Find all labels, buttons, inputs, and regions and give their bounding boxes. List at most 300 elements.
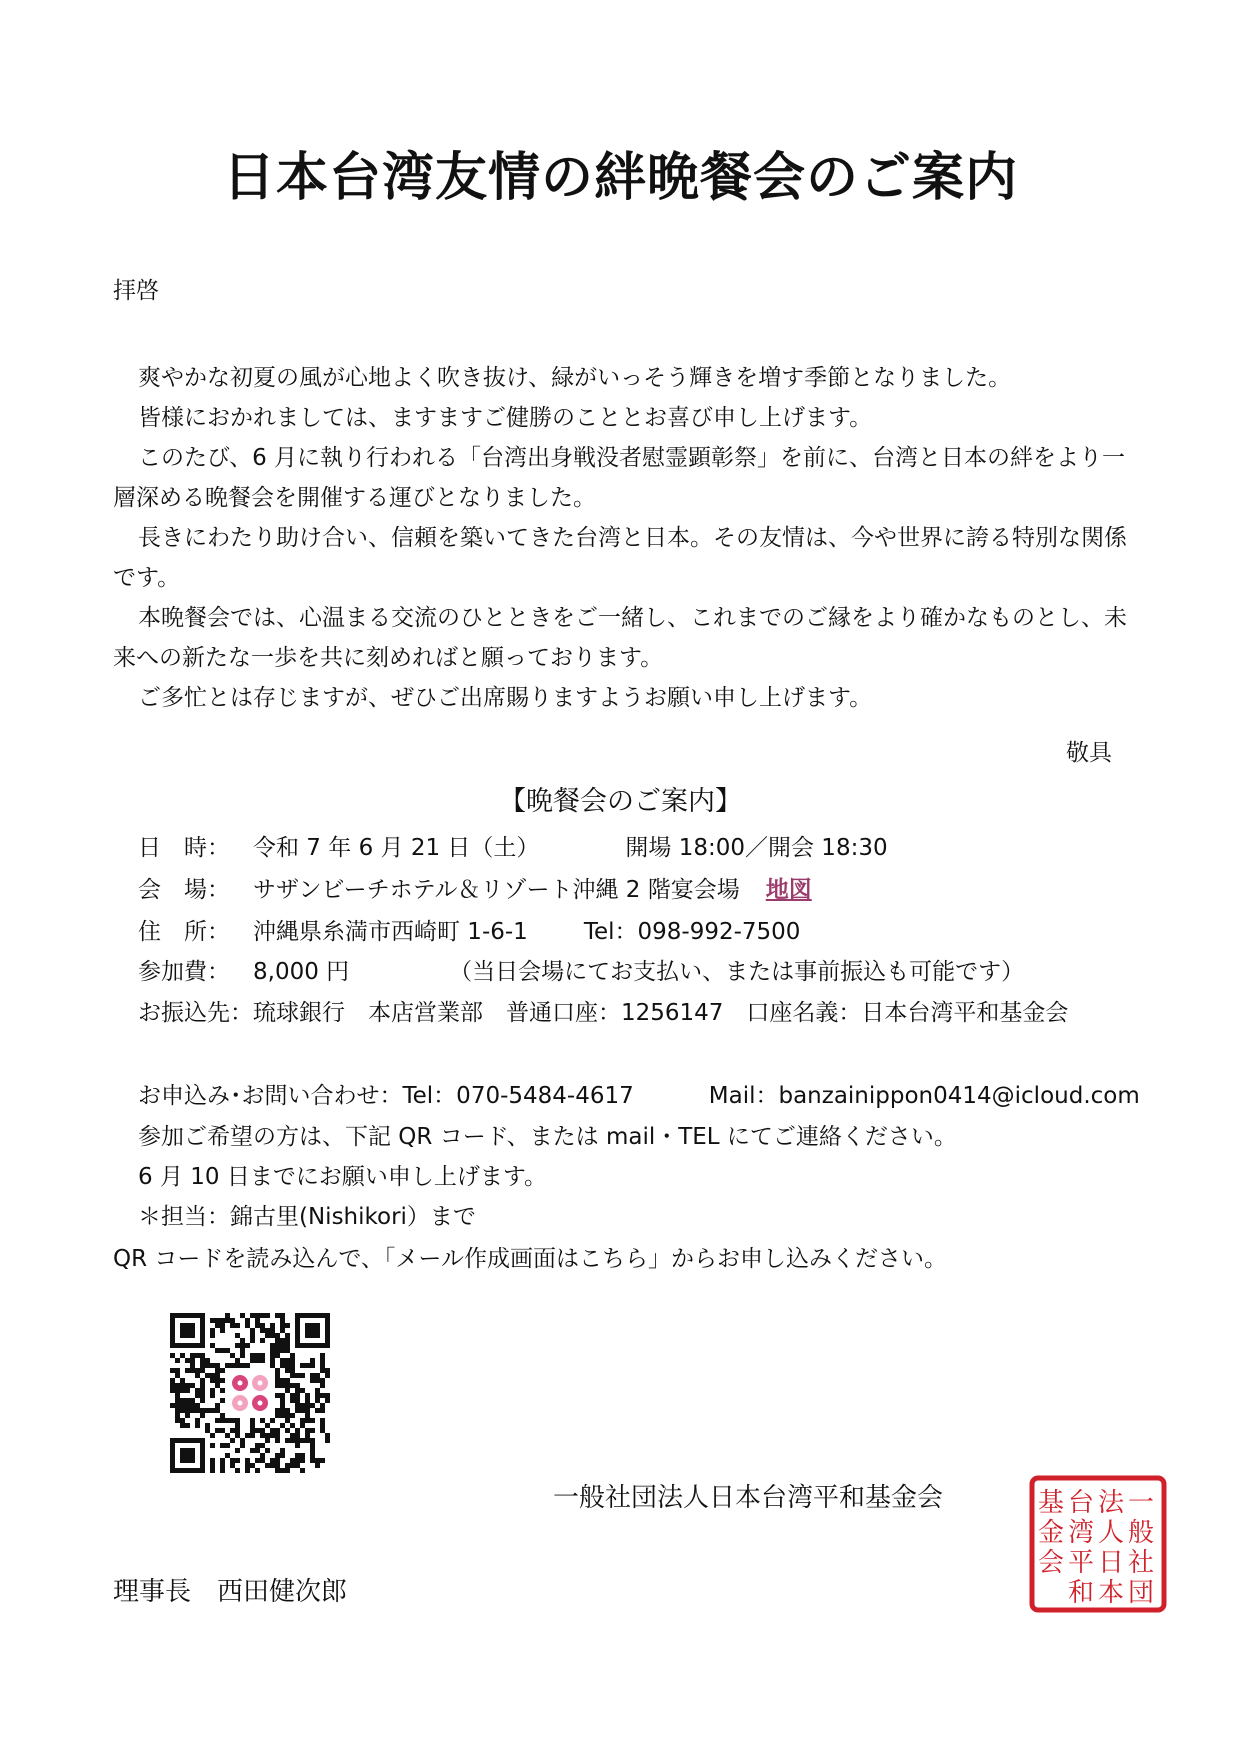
qr-module <box>315 1388 320 1393</box>
qr-module <box>250 1428 255 1433</box>
qr-module <box>305 1438 310 1443</box>
qr-module <box>240 1443 245 1448</box>
qr-module <box>255 1318 260 1323</box>
qr-module <box>210 1468 215 1473</box>
qr-module <box>175 1388 180 1393</box>
seal-character: 社 <box>1127 1548 1155 1578</box>
qr-module <box>195 1373 200 1378</box>
qr-module <box>205 1358 210 1363</box>
qr-module <box>250 1328 255 1333</box>
qr-module <box>260 1443 265 1448</box>
qr-module <box>295 1458 300 1463</box>
qr-module <box>205 1408 210 1413</box>
qr-module <box>290 1353 295 1358</box>
qr-module <box>215 1418 220 1423</box>
qr-module <box>185 1358 190 1363</box>
qr-module <box>305 1418 310 1423</box>
qr-module <box>280 1453 285 1458</box>
qr-module <box>205 1363 210 1368</box>
seal-character: 湾 <box>1067 1518 1095 1548</box>
qr-module <box>305 1433 310 1438</box>
qr-module <box>295 1433 300 1438</box>
document-title: 日本台湾友情の絆晩餐会のご案内 <box>222 148 1018 208</box>
qr-module <box>275 1368 280 1373</box>
qr-module <box>290 1423 295 1428</box>
qr-module <box>320 1378 325 1383</box>
qr-module <box>255 1448 260 1453</box>
qr-module <box>180 1408 185 1413</box>
address-value: 沖縄県糸満市西崎町 1-6-1 <box>253 919 528 945</box>
qr-module <box>220 1318 225 1323</box>
qr-module <box>305 1393 310 1398</box>
qr-module <box>225 1348 230 1353</box>
qr-module <box>235 1468 240 1473</box>
qr-module <box>290 1413 295 1418</box>
qr-module <box>300 1363 305 1368</box>
qr-module <box>295 1403 300 1408</box>
qr-module <box>225 1363 230 1368</box>
qr-module <box>175 1408 180 1413</box>
qr-module <box>255 1458 260 1463</box>
qr-module <box>195 1393 200 1398</box>
qr-module <box>225 1313 230 1318</box>
body-paragraph: 本晩餐会では、心温まる交流のひとときをご一緒し、これまでのご縁をより確かなものとし、未来への新たな一歩を共に刻めればと願っております。 <box>113 605 1127 671</box>
body-paragraph: 長きにわたり助け合い、信頼を築いてきた台湾と日本。その友情は、今や世界に誇る特別な関係です。 <box>113 525 1127 591</box>
qr-module <box>275 1408 280 1413</box>
chairman-name: 理事長 西田健次郎 <box>113 1577 348 1607</box>
qr-module <box>300 1388 305 1393</box>
qr-module <box>300 1468 305 1473</box>
qr-module <box>295 1388 300 1393</box>
qr-finder-top-left <box>170 1313 205 1348</box>
qr-module <box>220 1378 225 1383</box>
qr-module <box>220 1328 225 1333</box>
qr-module <box>170 1378 175 1383</box>
qr-module <box>200 1413 205 1418</box>
qr-module <box>245 1463 250 1468</box>
qr-module <box>295 1393 300 1398</box>
qr-module <box>300 1408 305 1413</box>
qr-module <box>320 1408 325 1413</box>
qr-module <box>190 1363 195 1368</box>
qr-module <box>195 1388 200 1393</box>
seal-character: 基 <box>1037 1488 1065 1518</box>
qr-module <box>280 1318 285 1323</box>
qr-module <box>215 1403 220 1408</box>
qr-module <box>320 1418 325 1423</box>
qr-module <box>235 1343 240 1348</box>
qr-module <box>275 1343 280 1348</box>
qr-module <box>250 1333 255 1338</box>
qr-module <box>300 1418 305 1423</box>
qr-module <box>175 1398 180 1403</box>
qr-module <box>320 1458 325 1463</box>
qr-module <box>230 1363 235 1368</box>
section-title: 【晩餐会のご案内】 <box>499 786 742 817</box>
qr-module <box>270 1363 275 1368</box>
qr-module <box>295 1428 300 1433</box>
qr-module <box>280 1363 285 1368</box>
qr-module <box>265 1463 270 1468</box>
qr-module <box>180 1403 185 1408</box>
qr-module <box>210 1328 215 1333</box>
qr-module <box>195 1403 200 1408</box>
qr-module <box>315 1463 320 1468</box>
qr-module <box>230 1323 235 1328</box>
qr-module <box>270 1463 275 1468</box>
qr-finder-top-right <box>295 1313 330 1348</box>
venue-tel: Tel：098-992-7500 <box>583 919 801 945</box>
qr-module <box>220 1398 225 1403</box>
qr-module <box>180 1353 185 1358</box>
qr-module <box>280 1408 285 1413</box>
letter-body <box>113 358 1133 718</box>
qr-module <box>275 1458 280 1463</box>
qr-module <box>175 1383 180 1388</box>
qr-module <box>235 1418 240 1423</box>
qr-module <box>305 1398 310 1403</box>
qr-module <box>185 1398 190 1403</box>
qr-module <box>225 1433 230 1438</box>
qr-module <box>210 1458 215 1463</box>
qr-module <box>310 1428 315 1433</box>
body-paragraph: 皆様におかれましては、ますますご健勝のこととお喜び申し上げます。 <box>138 405 873 431</box>
qr-module <box>175 1358 180 1363</box>
seal-character: 平 <box>1067 1548 1095 1578</box>
qr-module <box>290 1358 295 1363</box>
qr-module <box>280 1413 285 1418</box>
qr-module <box>280 1383 285 1388</box>
qr-module <box>275 1378 280 1383</box>
qr-module <box>260 1433 265 1438</box>
qr-module <box>280 1398 285 1403</box>
qr-module <box>285 1358 290 1363</box>
qr-module <box>300 1458 305 1463</box>
qr-module <box>290 1433 295 1438</box>
qr-module <box>255 1358 260 1363</box>
date-value: 令和 7 年 6 月 21 日（土） <box>253 835 540 861</box>
qr-module <box>310 1443 315 1448</box>
inquiry-tel: お申込み･お問い合わせ：Tel：070-5484-4617 <box>138 1083 634 1109</box>
qr-module <box>285 1348 290 1353</box>
qr-module <box>180 1423 185 1428</box>
qr-module <box>310 1358 315 1363</box>
qr-module <box>230 1463 235 1468</box>
qr-module <box>275 1468 280 1473</box>
qr-module <box>180 1388 185 1393</box>
qr-module <box>295 1443 300 1448</box>
qr-module <box>175 1393 180 1398</box>
qr-module <box>325 1438 330 1443</box>
qr-module <box>220 1428 225 1433</box>
qr-module <box>270 1458 275 1463</box>
qr-module <box>235 1448 240 1453</box>
qr-module <box>285 1463 290 1468</box>
qr-module <box>215 1318 220 1323</box>
qr-module <box>320 1383 325 1388</box>
qr-module <box>245 1468 250 1473</box>
qr-module <box>270 1418 275 1423</box>
qr-module <box>250 1313 255 1318</box>
fee-row <box>138 957 1024 987</box>
qr-module <box>240 1348 245 1353</box>
qr-module <box>315 1378 320 1383</box>
qr-module <box>220 1413 225 1418</box>
qr-module <box>290 1373 295 1378</box>
seal-character: 般 <box>1127 1518 1155 1548</box>
qr-module <box>220 1458 225 1463</box>
qr-finder-bottom-left <box>170 1438 205 1473</box>
qr-module <box>285 1363 290 1368</box>
qr-module <box>265 1313 270 1318</box>
qr-module <box>315 1393 320 1398</box>
qr-module <box>215 1378 220 1383</box>
map-link[interactable]: 地図 <box>765 877 812 903</box>
qr-module <box>175 1373 180 1378</box>
qr-module <box>260 1338 265 1343</box>
qr-module <box>200 1398 205 1403</box>
official-seal-stamp <box>1028 1474 1168 1614</box>
qr-module <box>265 1448 270 1453</box>
qr-module <box>270 1328 275 1333</box>
seal-character: 日 <box>1097 1548 1125 1578</box>
qr-module <box>210 1393 215 1398</box>
qr-module <box>215 1428 220 1433</box>
seal-character: 一 <box>1127 1488 1155 1518</box>
qr-module <box>220 1388 225 1393</box>
qr-module <box>305 1428 310 1433</box>
qr-module <box>280 1393 285 1398</box>
qr-module <box>270 1358 275 1363</box>
qr-module <box>250 1358 255 1363</box>
qr-module <box>235 1433 240 1438</box>
inquiry-row <box>138 1081 1140 1111</box>
qr-module <box>275 1383 280 1388</box>
qr-instructions: QR コードを読み込んで、「メール作成画面はこちら」からお申し込みください。 <box>113 1246 947 1272</box>
qr-module <box>235 1363 240 1368</box>
qr-module <box>200 1388 205 1393</box>
qr-module <box>200 1408 205 1413</box>
qr-module <box>285 1333 290 1338</box>
qr-module <box>290 1463 295 1468</box>
qr-module <box>250 1353 255 1358</box>
qr-module <box>295 1438 300 1443</box>
qr-module <box>295 1373 300 1378</box>
qr-module <box>200 1353 205 1358</box>
qr-module <box>260 1323 265 1328</box>
qr-module <box>215 1408 220 1413</box>
qr-module <box>210 1388 215 1393</box>
qr-module <box>275 1353 280 1358</box>
qr-module <box>240 1313 245 1318</box>
time-value: 開場 18:00／開会 18:30 <box>625 835 888 861</box>
qr-module <box>310 1363 315 1368</box>
qr-module <box>245 1458 250 1463</box>
qr-module <box>210 1443 215 1448</box>
qr-module <box>250 1418 255 1423</box>
qr-module <box>210 1343 215 1348</box>
qr-module <box>175 1413 180 1418</box>
qr-module <box>230 1458 235 1463</box>
qr-module <box>290 1393 295 1398</box>
qr-module <box>270 1353 275 1358</box>
qr-module <box>280 1423 285 1428</box>
qr-module <box>295 1408 300 1413</box>
qr-module <box>290 1363 295 1368</box>
qr-module <box>190 1383 195 1388</box>
qr-module <box>235 1458 240 1463</box>
qr-module <box>275 1393 280 1398</box>
fee-note: （当日会場にてお支払い、または事前振込も可能です） <box>449 959 1025 985</box>
venue-label: 会 場： <box>138 877 230 903</box>
fee-label: 参加費： <box>138 959 230 985</box>
qr-module <box>240 1363 245 1368</box>
bank-transfer-info: お振込先：琉球銀行 本店営業部 普通口座：1256147 口座名義：日本台湾平和基金会 <box>138 1000 1069 1026</box>
qr-module <box>235 1358 240 1363</box>
qr-module <box>280 1328 285 1333</box>
qr-module <box>325 1398 330 1403</box>
qr-module <box>180 1378 185 1383</box>
qr-module <box>310 1378 315 1383</box>
qr-module <box>190 1353 195 1358</box>
organization-name: 一般社団法人日本台湾平和基金会 <box>553 1483 944 1513</box>
qr-module <box>190 1403 195 1408</box>
qr-module <box>275 1463 280 1468</box>
qr-module <box>285 1343 290 1348</box>
qr-module <box>170 1403 175 1408</box>
qr-module <box>260 1358 265 1363</box>
qr-module <box>230 1353 235 1358</box>
qr-center-flower-logo <box>227 1370 273 1416</box>
qr-module <box>215 1383 220 1388</box>
qr-module <box>240 1343 245 1348</box>
qr-module <box>230 1418 235 1423</box>
qr-module <box>280 1343 285 1348</box>
qr-module <box>180 1418 185 1423</box>
qr-module <box>285 1468 290 1473</box>
qr-module <box>280 1358 285 1363</box>
qr-module <box>315 1408 320 1413</box>
qr-module <box>215 1368 220 1373</box>
qr-module <box>270 1323 275 1328</box>
seal-character: 会 <box>1037 1548 1065 1578</box>
qr-module <box>180 1383 185 1388</box>
qr-module <box>275 1438 280 1443</box>
qr-module <box>250 1433 255 1438</box>
qr-module <box>285 1338 290 1343</box>
qr-module <box>175 1418 180 1423</box>
qr-module <box>290 1383 295 1388</box>
qr-module <box>245 1363 250 1368</box>
qr-module <box>210 1363 215 1368</box>
qr-module <box>215 1373 220 1378</box>
qr-module <box>245 1433 250 1438</box>
qr-module <box>185 1368 190 1373</box>
qr-module <box>270 1343 275 1348</box>
qr-module <box>320 1358 325 1363</box>
qr-module <box>210 1378 215 1383</box>
qr-module <box>195 1418 200 1423</box>
qr-module <box>270 1333 275 1338</box>
qr-module <box>185 1383 190 1388</box>
qr-module <box>215 1363 220 1368</box>
qr-module <box>275 1428 280 1433</box>
closing-keigu: 敬具 <box>1066 740 1112 766</box>
venue-row <box>138 875 812 905</box>
qr-module <box>190 1408 195 1413</box>
qr-module <box>255 1428 260 1433</box>
qr-module <box>265 1333 270 1338</box>
qr-module <box>320 1353 325 1358</box>
qr-module <box>255 1468 260 1473</box>
qr-module <box>280 1338 285 1343</box>
qr-module <box>250 1423 255 1428</box>
qr-module <box>170 1383 175 1388</box>
qr-module <box>275 1348 280 1353</box>
qr-module <box>325 1368 330 1373</box>
qr-module <box>280 1378 285 1383</box>
qr-module <box>320 1403 325 1408</box>
qr-module <box>295 1453 300 1458</box>
seal-character: 法 <box>1097 1488 1125 1518</box>
qr-module <box>285 1388 290 1393</box>
qr-module <box>260 1458 265 1463</box>
qr-module <box>210 1463 215 1468</box>
qr-module <box>230 1318 235 1323</box>
qr-module <box>195 1408 200 1413</box>
qr-module <box>305 1408 310 1413</box>
qr-module <box>200 1358 205 1363</box>
qr-module <box>300 1423 305 1428</box>
qr-module <box>185 1388 190 1393</box>
address-row <box>138 917 800 947</box>
qr-module <box>250 1338 255 1343</box>
qr-module <box>215 1323 220 1328</box>
seal-character: 人 <box>1097 1518 1125 1548</box>
qr-module <box>240 1353 245 1358</box>
qr-module <box>320 1393 325 1398</box>
qr-module <box>320 1428 325 1433</box>
qr-module <box>205 1373 210 1378</box>
qr-module <box>305 1403 310 1408</box>
qr-module <box>245 1318 250 1323</box>
qr-module <box>255 1353 260 1358</box>
qr-module <box>280 1348 285 1353</box>
qr-module <box>280 1448 285 1453</box>
date-row <box>138 833 888 863</box>
qr-module <box>220 1368 225 1373</box>
qr-module <box>300 1453 305 1458</box>
qr-module <box>170 1353 175 1358</box>
qr-module <box>190 1358 195 1363</box>
qr-module <box>210 1318 215 1323</box>
qr-module <box>285 1378 290 1383</box>
qr-module <box>275 1433 280 1438</box>
qr-module <box>200 1363 205 1368</box>
qr-code[interactable] <box>170 1313 330 1473</box>
qr-module <box>285 1368 290 1373</box>
qr-module <box>315 1373 320 1378</box>
fee-value: 8,000 円 <box>253 959 350 985</box>
seal-character: 台 <box>1067 1488 1095 1518</box>
qr-module <box>220 1463 225 1468</box>
qr-module <box>290 1398 295 1403</box>
seal-characters <box>1038 1488 1154 1608</box>
qr-module <box>275 1313 280 1318</box>
seal-character: 団 <box>1127 1578 1155 1608</box>
qr-module <box>300 1373 305 1378</box>
qr-module <box>275 1338 280 1343</box>
